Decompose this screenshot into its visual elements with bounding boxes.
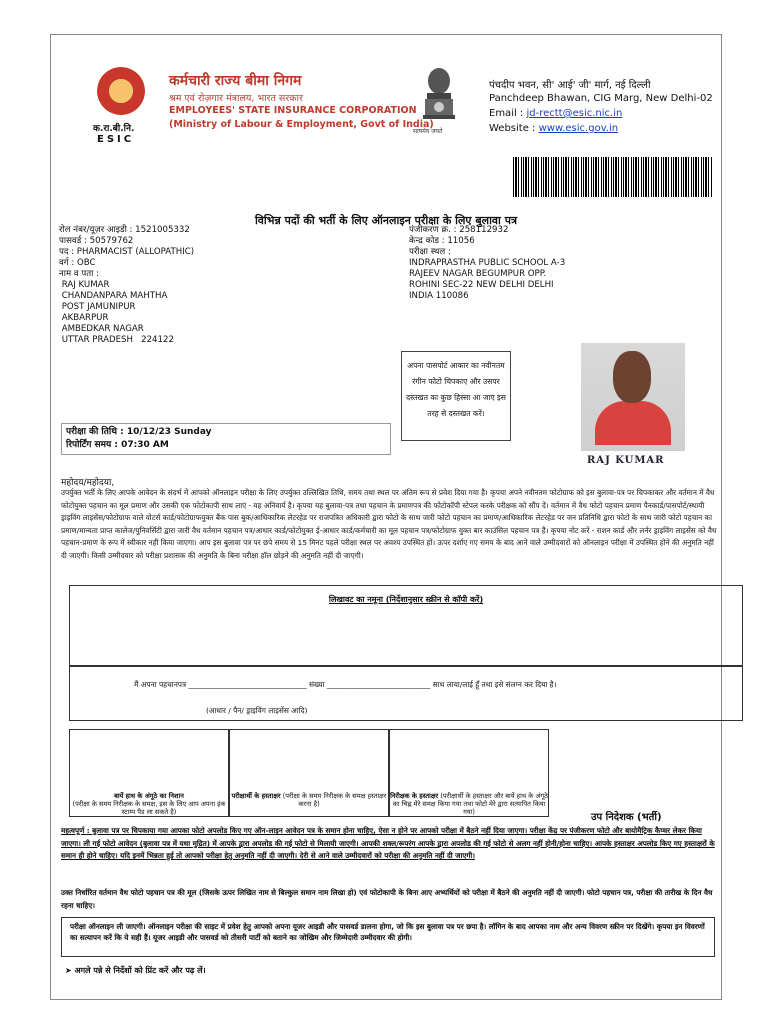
id-requirement-note: उक्त निर्धारित वर्तमान वैध फोटो पहचान पत्र की मूल (जिसके ऊपर लिखित नाम से बिल्कुल समान नाम लिखा हो) एवं फोटोकापी के बिना आए अभ्यर्थियों को परीक्षा में बैठने की अनुमति नहीं दी जाएगी। फोटो पहचान पत्र, परीक्षा की तारीख के दिन वैध रहना चाहिए। — [61, 888, 713, 910]
website-row: Website : www.esic.gov.in — [489, 123, 619, 134]
salutation: महोदय/महोदया, — [61, 478, 115, 488]
arrow-right-icon: ➤ — [65, 966, 75, 975]
emblem-caption: सत्यमेव जयते — [413, 128, 443, 135]
exam-centre-details: पंजीकरण क्र. : 258112932 केन्द्र कोड : 11056 परीक्षा स्थल : INDRAPRASTHA PUBLIC SCHOOL A-3 RAJEEV NAGAR BEGUMPUR OPP. ROHINI SEC-22 NEW DELHI DELHI INDIA 110086 — [409, 225, 566, 301]
handwriting-title: लिखावट का नमूना (निर्देशानुसार स्क्रीन से कॉपी करें) — [328, 595, 484, 604]
ministry-english: (Ministry of Labour & Employment, Govt of India) — [169, 119, 434, 130]
id-hint: (आधार / पैन/ ड्राइविंग लाइसेंस आदि) — [206, 706, 308, 715]
esic-logo-icon — [97, 67, 145, 115]
email-link[interactable]: jd-rectt@esic.nic.in — [526, 108, 623, 119]
candidate-signature-box: परीक्षार्थी के हस्ताक्षर (परीक्षा के समय निरीक्षक के समक्ष हस्ताक्षर करना है) — [229, 729, 389, 817]
deputy-director-label: उप निदेशक (भर्ती) — [591, 812, 662, 823]
national-emblem-icon — [419, 65, 459, 127]
next-page-note: ➤ अगले पन्ने से निर्देशों को प्रिंट करें और पढ़ लें। — [65, 966, 206, 975]
online-exam-note-box: परीक्षा ऑनलाइन ली जाएगी। ऑनलाइन परीक्षा की साइट में प्रवेश हेतु आपको अपना यूजर आइडी और पासवर्ड डालना होगा, जो कि इस बुलावा पत्र पर छपा है। लॉगिन के बाद आपका नाम और अन्य विवरण स्क्रीन पर दिखेंगे। कृपया इन विवरणों का सत्यापन करें कि ये सही हैं। यूजर आइडी और पासवर्ड को तीसरी पार्टी को बताने का जोखिम और जिम्मेदारी उम्मीदवार की होगी। — [61, 917, 715, 957]
candidate-photo — [581, 343, 685, 451]
email-row: Email : jd-rectt@esic.nic.in — [489, 108, 623, 119]
reporting-time: रिपोर्टिंग समय : 07:30 AM — [66, 440, 169, 450]
id-declaration-box — [69, 665, 743, 721]
address-english: Panchdeep Bhawan, CIG Marg, New Delhi-02 — [489, 93, 713, 104]
ministry-hindi: श्रम एवं रोज़गार मंत्रालय, भारत सरकार — [169, 93, 303, 104]
photo-name-label: RAJ KUMAR — [587, 455, 665, 466]
org-name-english: EMPLOYEES' STATE INSURANCE CORPORATION — [169, 105, 417, 116]
exam-schedule — [61, 423, 391, 455]
esic-abbr: ESIC — [97, 134, 135, 145]
address-hindi: पंचदीप भवन, सी' आई' जी' मार्ग, नई दिल्ली — [489, 80, 651, 91]
barcode — [513, 157, 713, 197]
document-title: विभिन्न पदों की भर्ती के लिए ऑनलाइन परीक्षा के लिए बुलावा पत्र — [254, 214, 518, 227]
thumb-impression-box: बायें हाथ के अंगूठे का निशान (परीक्षा के समय निरीक्षक के समक्ष, इस के लिए आप अपना इंक स्टाम्प पैड ला सकते है) — [69, 729, 229, 817]
website-link[interactable]: www.esic.gov.in — [538, 123, 619, 134]
important-note: महत्वपूर्ण : बुलावा पत्र पर चिपकाया गया आपका फोटो अपलोड किए गए ऑन-लाइन आवेदन पत्र के समान होना चाहिए, ऐसा न होने पर आपको परीक्षा में बैठने नहीं दिया जाएगा। परीक्षा केंद्र पर पंजीकरण फोटो और बायोमैट्रिक कैप्चर लेकर किया जाएगा। ली गई फोटो आवेदन (बुलावा पत्र में यथा मुद्रित) में आपके द्वारा अपलोड की गई फोटो से मिलायी जाएगी। आपकी शक्ल/रूपरंग आपके द्वारा अपलोड की गई फोटो से अलग नहीं होनी/होना चाहिए। आपके हस्ताक्षर अपलोड किए गए हस्ताक्षरों के समान ही होने चाहिए। यदि इनमें भिन्नता हुई तो आपको परीक्षा हेतु अनुमति नहीं दी जाएगी। देरी से आने वाले उम्मीदवारों को परीक्षा की अनुमति नहीं दी जाएगी। — [61, 826, 715, 861]
org-name-hindi: कर्मचारी राज्य बीमा निगम — [169, 73, 302, 89]
id-declaration-line: मैं अपना पहचानपत्र ________________________________ संख्या ____________________________ साथ लाया/लाई हूँ तथा इसे संलग्न कर दिया है। — [134, 680, 557, 689]
instructions-paragraph: उपर्युक्त भर्ती के लिए आपके आवेदन के संदर्भ में आपको ऑनलाइन परीक्षा के लिए उपर्युक्त उल्लिखित तिथि, समय तथा स्थल पर अंतिम रूप से प्रवेश दिया गया है। कृपया अपने नवीनतम फोटोग्राफ को इस बुलावा-पत्र पर चिपकाकर और वर्तमान में वैध फोटोयुक्त पहचान का मूल प्रमाण और उसकी एक फोटोकापी साथ लाएं - यह अनिवार्य है। कृपया यह बुलावा-पत्र तथा पहचान के प्रमाणपत्र की फोटोकॉपी स्टेपल करके परीक्षक को सौंप दें। वर्तमान में वैध फोटो पहचान प्रमाण पैनकार्ड/पासपोर्ट/स्थायी ड्राइविंग लाइसेंस/फोटोग्राफ वाले वोटर्स कार्ड/फोटोग्राफयुक्त बैंक पास बुक/आधिकारिक लेटरहेड पर राजपत्रित अधिकारी द्वारा फोटो के साथ जारी फोटो पहचान का प्रमाण/आधिकारिक लेटरहेड पर जन प्रतिनिधि द्वारा फोटो के साथ जारी फोटो पहचान का प्रमाण/मान्यता प्राप्त कालेज/युनिवर्सिटी द्वारा जारी वैध वर्तमान पहचान पत्र/आधार कार्ड/फोटोयुक्त ई-आधार कार्ड/कर्मचारी का मूल पहचान पत्र/फोटोग्राफ युक्त बार काउंसिल पहचान पत्र हैं। कृपया नोट करें - राशन कार्ड और लर्नर ड्राइविंग लाइसेंस को वैध पहचान-प्रमाण के रूप में स्वीकार नहीं किया जाएगा। आप इस बुलावा पत्र पर छपे समय से 15 मिनट पहले परीक्षा स्थल पर अवश्य उपस्थित हों। ऊपर दर्शाए गए समय के बाद आने वाले उम्मीदवारों को ऑनलाइन परीक्षा में उपस्थित होने की अनुमति नहीं दी जाएगी। किसी उम्मीदवार को परीक्षा प्रशासक की अनुमति के बिना परीक्षा हॉल छोड़ने की अनुमति नहीं दी जाएगी। — [61, 488, 717, 560]
candidate-details: रोल नंबर/यूज़र आइडी : 1521005332 पासवर्ड : 50579762 पद : PHARMACIST (ALLOPATHIC) वर्ग : OBC नाम व पता : RAJ KUMAR CHANDANPARA MAHTHA POST JAMUNIPUR AKBARPUR AMBEDKAR NAGAR UTTAR PRADESH 224122 — [59, 225, 195, 345]
esic-hindi-abbr: क.रा.बी.नि. — [93, 124, 135, 134]
admit-card-page — [50, 34, 722, 1000]
photo-instruction-box: अपना पासपोर्ट आकार का नवीनतम रंगीन फोटो चिपकाए और उसपर दस्तखत का कुछ हिस्सा आ जाए इस तरह से दस्तखत करें। — [401, 351, 511, 441]
invigilator-signature-box: निरीक्षक के हस्ताक्षर (परीक्षार्थी के हस्ताक्षर और बायें हाथ के अंगूठे का चिह्न मेरे समक्ष किया गया तथा फोटो मेरे द्वारा सत्यापित किया गया) — [389, 729, 549, 817]
exam-date: परीक्षा की तिथि : 10/12/23 Sunday — [66, 427, 212, 437]
handwriting-sample-box — [69, 585, 743, 667]
